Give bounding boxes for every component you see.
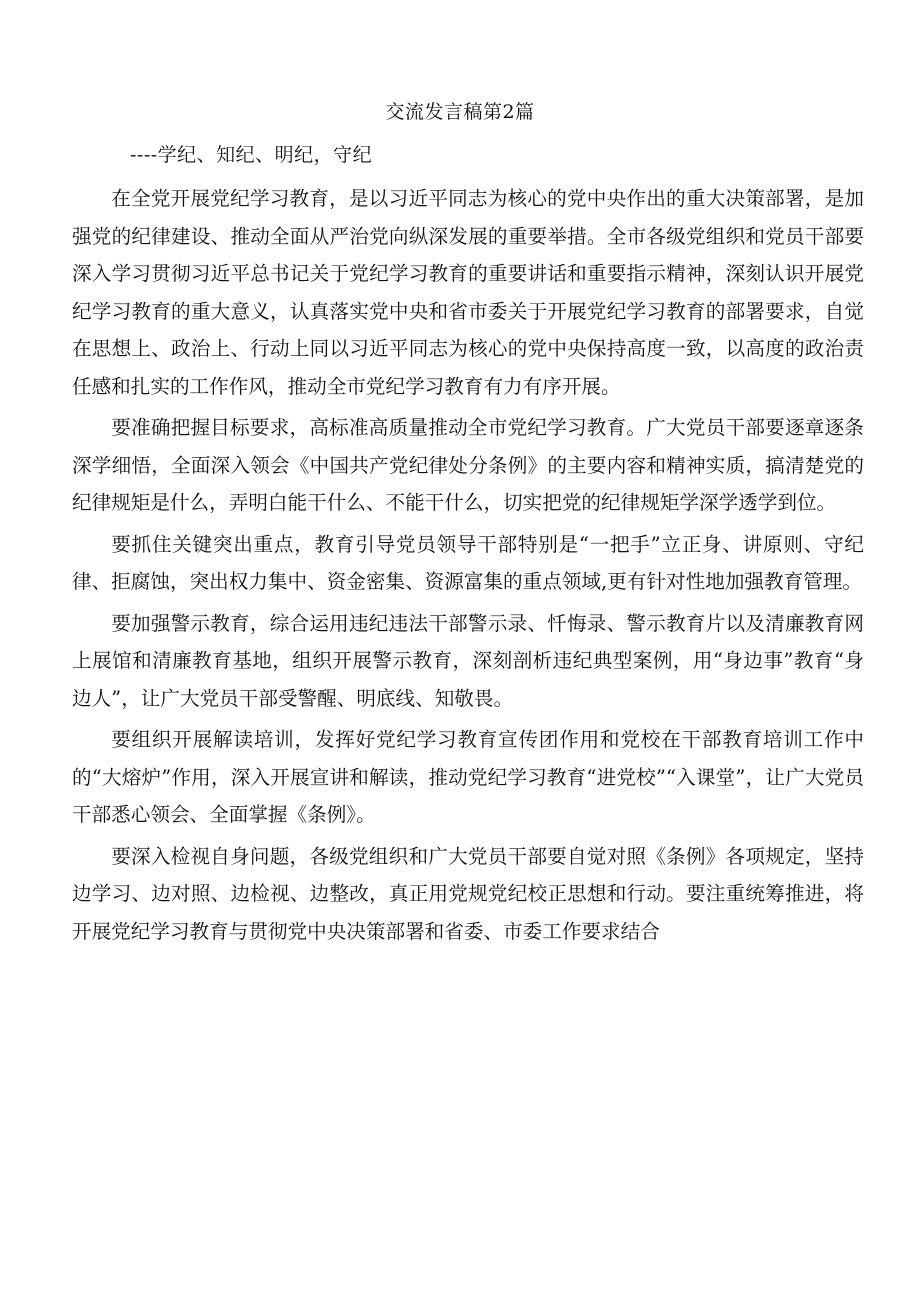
paragraph-5: 要组织开展解读培训，发挥好党纪学习教育宣传团作用和党校在干部教育培训工作中的“大熔炉”作用，深入开展宣讲和解读，推动党纪学习教育“进党校”“入课堂”，让广大党员干部悉心领会、全面掌握《条例》。: [72, 728, 864, 826]
paragraph-4: 要加强警示教育，综合运用违纪违法干部警示录、忏悔录、警示教育片以及清廉教育网上展馆和清廉教育基地，组织开展警示教育，深刻剖析违纪典型案例，用“身边事”教育“身边人”，让广大党员干部受警醒、明底线、知敬畏。: [72, 611, 864, 710]
document-subtitle: ----学纪、知纪、明纪，守纪: [130, 144, 373, 166]
paragraph-3: 要抓住关键突出重点，教育引导党员领导干部特别是“一把手”立正身、讲原则、守纪律、拒腐蚀，突出权力集中、资金密集、资源富集的重点领域,更有针对性地加强教育管理。: [72, 532, 864, 593]
paragraph-2: 要准确把握目标要求，高标准高质量推动全市党纪学习教育。广大党员干部要逐章逐条深学细悟，全面深入领会《中国共产党纪律处分条例》的主要内容和精神实质，搞清楚党的纪律规矩是什么，弄明白能干什么、不能干什么，切实把党的纪律规矩学深学透学到位。: [72, 416, 864, 514]
document-body: [72, 180, 864, 954]
paragraph-6: 要深入检视自身问题，各级党组织和广大党员干部要自觉对照《条例》各项规定，坚持边学习、边对照、边检视、边整改，真正用党规党纪校正思想和行动。要注重统筹推进，将开展党纪学习教育与贯彻党中央决策部署和省委、市委工作要求结合: [72, 844, 864, 943]
document-title: 交流发言稿第2篇: [385, 101, 535, 123]
paragraph-1: 在全党开展党纪学习教育，是以习近平同志为核心的党中央作出的重大决策部署，是加强党的纪律建设、推动全面从严治党向纵深发展的重要举措。全市各级党组织和党员干部要深入学习贯彻习近平总书记关于党纪学习教育的重要讲话和重要指示精神，深刻认识开展党纪学习教育的重大意义，认真落实党中央和省市委关于开展党纪学习教育的部署要求，自觉在思想上、政治上、行动上同以习近平同志为核心的党中央保持高度一致，以高度的政治责任感和扎实的工作作风，推动全市党纪学习教育有力有序开展。: [72, 187, 864, 398]
